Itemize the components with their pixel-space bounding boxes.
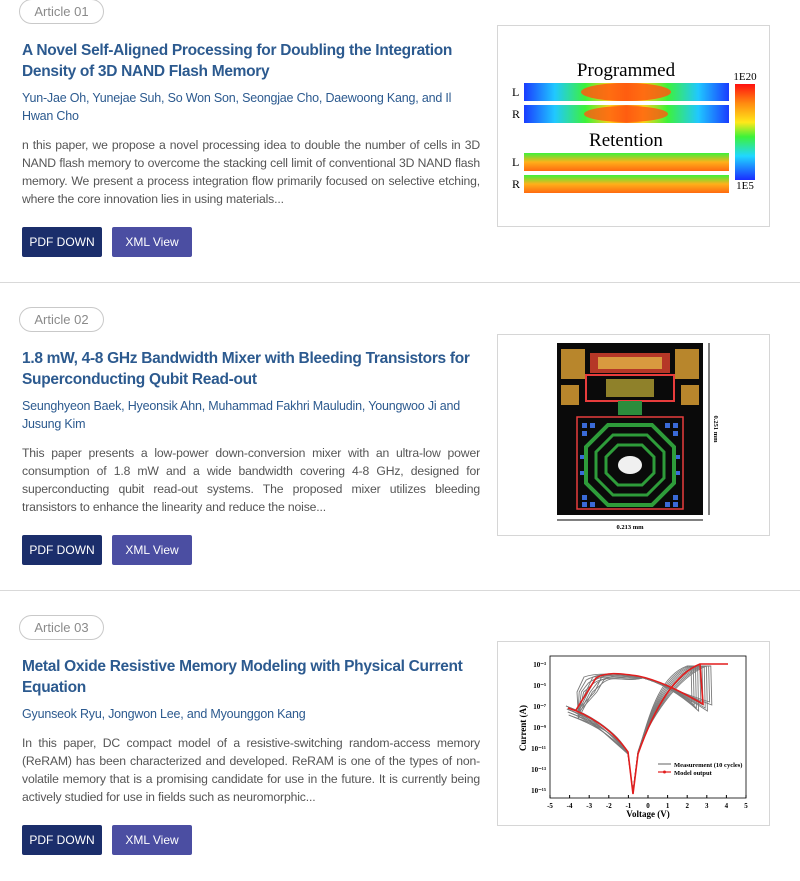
y-tick-label: 10⁻¹¹	[531, 745, 546, 753]
mixer-layout-figure	[498, 335, 769, 535]
xml-view-button[interactable]: XML View	[112, 535, 192, 565]
article-abstract: In this paper, DC compact model of a resistive-switching random-access memory (ReRAM) has been characterized and developed. ReRAM is one of the types of non-volatile memory that is a promising candidate for use in the future. It is currently being actively studied for use in fields such as neuromorphic...	[22, 736, 480, 804]
retention-band-left	[524, 153, 729, 171]
retention-band-right	[524, 175, 729, 193]
x-tick-label: -4	[566, 802, 573, 810]
x-tick-label: 2	[685, 802, 689, 810]
scale-min-label: 1E5	[736, 180, 754, 192]
height-dimension-label: 0.251 mm	[712, 415, 719, 443]
y-tick-label: 10⁻³	[533, 661, 546, 669]
legend-measurement: Measurement (10 cycles)	[674, 762, 743, 769]
y-tick-label: 10⁻¹³	[531, 766, 546, 774]
article-card	[0, 0, 800, 282]
row-label: L	[512, 85, 520, 99]
row-label: R	[512, 107, 521, 121]
article-figure-thumbnail[interactable]	[497, 334, 770, 536]
x-tick-label: 3	[705, 802, 709, 810]
pdf-download-button[interactable]: PDF DOWN	[22, 227, 102, 257]
figure-heading-retention: Retention	[589, 130, 663, 151]
pdf-download-button[interactable]: PDF DOWN	[22, 825, 102, 855]
article-card	[0, 591, 800, 881]
x-tick-label: -3	[586, 802, 593, 810]
width-dimension-label: 0.213 mm	[616, 524, 644, 531]
x-tick-label: 4	[724, 802, 729, 810]
row-label: L	[512, 155, 520, 169]
article-authors: Gyunseok Ryu, Jongwon Lee, and Myounggon Kang	[22, 707, 306, 721]
y-tick-label: 10⁻⁹	[533, 724, 546, 732]
article-title[interactable]: Metal Oxide Resistive Memory Modeling with Physical Current Equation	[22, 658, 463, 696]
x-tick-label: -1	[625, 802, 632, 810]
x-tick-label: 1	[665, 802, 670, 810]
y-tick-label: 10⁻⁵	[533, 682, 546, 690]
article-abstract: This paper presents a low-power down-conversion mixer with an ultra-low power consumption of 1.8 mW and a wide bandwidth covering 4-8 GHz, designed for superconducting qubit read-out systems. The proposed mixer utilizes bleeding transistors to enhance the linearity and reduce the noise...	[22, 446, 480, 514]
article-title[interactable]: A Novel Self-Aligned Processing for Doubling the Integration Density of 3D NAND Flash Memory	[22, 42, 453, 80]
y-tick-label: 10⁻⁷	[533, 703, 546, 711]
article-authors: Yun-Jae Oh, Yunejae Suh, So Won Son, Seongjae Cho, Daewoong Kang, and Il Hwan Cho	[22, 91, 452, 123]
article-abstract: n this paper, we propose a novel processing idea to double the number of cells in 3D NAND flash memory to overcome the stacking cell limit of conventional 3D NAND flash memory. We present a process integration flow primarily focused on selective etching, where the core innovation lies in using materials...	[22, 138, 480, 206]
xml-view-button[interactable]: XML View	[112, 227, 192, 257]
article-figure-thumbnail[interactable]	[497, 641, 770, 826]
scale-max-label: 1E20	[733, 71, 757, 83]
article-figure-thumbnail[interactable]	[497, 25, 770, 227]
x-axis-label: Voltage (V)	[626, 809, 670, 819]
y-tick-labels	[531, 661, 546, 795]
figure-heading-programmed: Programmed	[576, 60, 676, 81]
pdf-download-button[interactable]: PDF DOWN	[22, 535, 102, 565]
x-tick-label: 0	[646, 802, 650, 810]
article-card	[0, 283, 800, 590]
y-axis-label: Current (A)	[518, 704, 528, 752]
y-tick-label: 10⁻¹⁵	[531, 787, 546, 795]
color-scale-bar	[735, 84, 755, 180]
article-title[interactable]: 1.8 mW, 4-8 GHz Bandwidth Mixer with Bleeding Transistors for Superconducting Qubit Read-out	[22, 350, 470, 388]
row-label: R	[512, 177, 521, 191]
xml-view-button[interactable]: XML View	[112, 825, 192, 855]
article-number-badge: Article 02	[19, 307, 104, 332]
iv-curve-figure	[498, 642, 769, 825]
article-authors: Seunghyeon Baek, Hyeonsik Ahn, Muhammad Fakhri Mauludin, Youngwoo Ji and Jusung Kim	[22, 399, 460, 431]
nand-simulation-figure	[498, 26, 769, 226]
article-number-badge: Article 03	[19, 615, 104, 640]
x-tick-label: -5	[547, 802, 553, 810]
legend-model: Model output	[674, 770, 712, 777]
x-tick-label: 5	[744, 802, 748, 810]
article-number-badge: Article 01	[19, 0, 104, 24]
x-tick-label: -2	[605, 802, 612, 810]
